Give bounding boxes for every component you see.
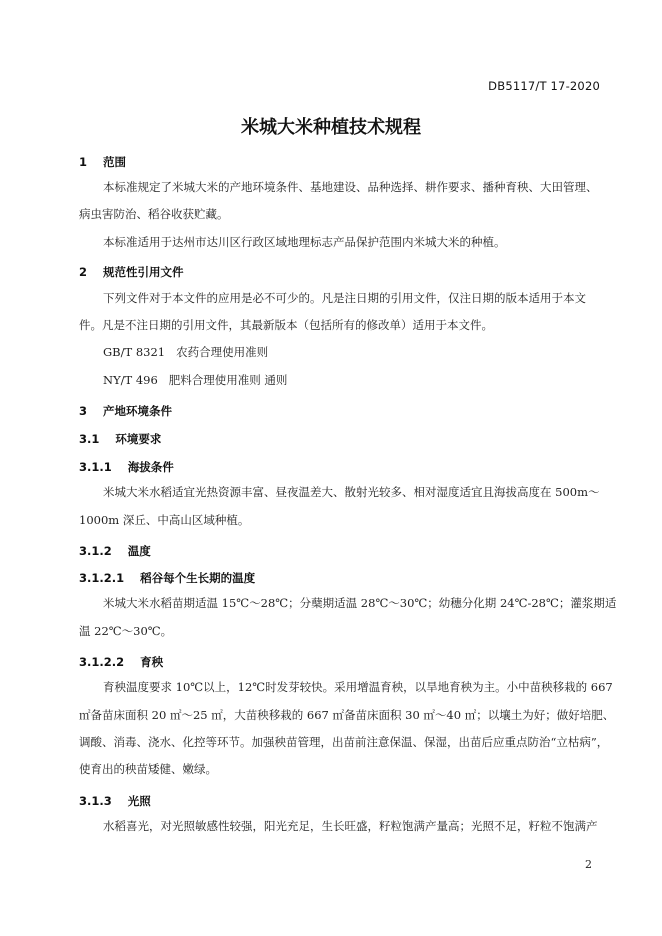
paragraph-line: 1000m 深丘、中高山区域种植。 [79,513,250,527]
section-title: 海拔条件 [127,460,174,474]
section-3-heading [79,403,172,419]
section-title: 稻谷每个生长期的温度 [140,571,256,585]
paragraph-line: 温 22℃～30℃。 [79,624,173,638]
section-3-1-3-heading [79,793,151,809]
section-title: 温度 [127,544,151,558]
section-number: 3.1.2.1 [79,571,125,585]
section-number: 2 [79,265,88,279]
reference-item [103,339,599,366]
section-number: 3.1 [79,432,100,446]
reference-title: 肥料合理使用准则 通则 [168,373,288,387]
reference-code: NY/T 496 [103,373,158,387]
section-3-1-1-heading [79,459,174,475]
reference-code: GB/T 8321 [103,345,166,359]
section-1-heading [79,154,126,170]
reference-title: 农药合理使用准则 [176,345,269,359]
section-3-1-2-1-heading [79,570,255,586]
paragraph-line: ㎡备苗床面积 20 ㎡～25 ㎡，大苗秧移栽的 667 ㎡备苗床面积 30 ㎡～40 ㎡；以壤土为好；做好培肥、 [79,708,615,722]
section-3-1-2-heading [79,543,151,559]
section-title: 规范性引用文件 [103,265,184,279]
section-3-1-heading [79,431,161,447]
section-number: 3 [79,404,88,418]
section-3-1-2-2-heading [79,654,163,670]
paragraph-line: 件。凡是不注日期的引用文件，其最新版本（包括所有的修改单）适用于本文件。 [79,318,493,332]
paragraph-line: 米城大米水稻适宜光热资源丰富、昼夜温差大、散射光较多、相对湿度适宜且海拔高度在 500m～ [103,485,600,499]
section-title: 环境要求 [115,432,162,446]
section-title: 产地环境条件 [103,404,173,418]
section-number: 3.1.3 [79,794,112,808]
page-number: 2 [585,858,592,871]
reference-item [103,367,599,394]
section-number: 3.1.1 [79,460,112,474]
section-number: 1 [79,155,88,169]
section-number: 3.1.2 [79,544,112,558]
standard-code: DB5117/T 17-2020 [488,79,600,93]
paragraph-line: 使育出的秧苗矮健、嫩绿。 [79,762,217,776]
paragraph-line: 调酸、消毒、浇水、化控等环节。加强秧苗管理，出苗前注意保温、保湿，出苗后应重点防治“立枯病”， [79,735,609,749]
paragraph-line: 本标准适用于达州市达川区行政区域地理标志产品保护范围内米城大米的种植。 [103,235,506,249]
paragraph-line: 育秧温度要求 10℃以上，12℃时发芽较快。采用增温育秧，以旱地育秧为主。小中苗秧移栽的 667 [103,680,613,694]
paragraph-line: 下列文件对于本文件的应用是必不可少的。凡是注日期的引用文件，仅注日期的版本适用于本文 [103,291,586,305]
paragraph-line: 病虫害防治、稻谷收获贮藏。 [79,207,229,221]
section-number: 3.1.2.2 [79,655,125,669]
document-title: 米城大米种植技术规程 [241,117,421,138]
section-title: 育秧 [140,655,164,669]
section-title: 光照 [127,794,151,808]
paragraph-line: 水稻喜光，对光照敏感性较强，阳光充足，生长旺盛，籽粒饱满产量高；光照不足，籽粒不饱满产 [103,819,598,833]
section-2-heading [79,264,184,280]
paragraph-line: 米城大米水稻苗期适温 15℃～28℃；分蘖期适温 28℃～30℃；幼穗分化期 24℃-28℃；灌浆期适 [103,596,617,610]
section-title: 范围 [103,155,127,169]
paragraph-line: 本标准规定了米城大米的产地环境条件、基地建设、品种选择、耕作要求、播种育秧、大田管理、 [103,180,598,194]
